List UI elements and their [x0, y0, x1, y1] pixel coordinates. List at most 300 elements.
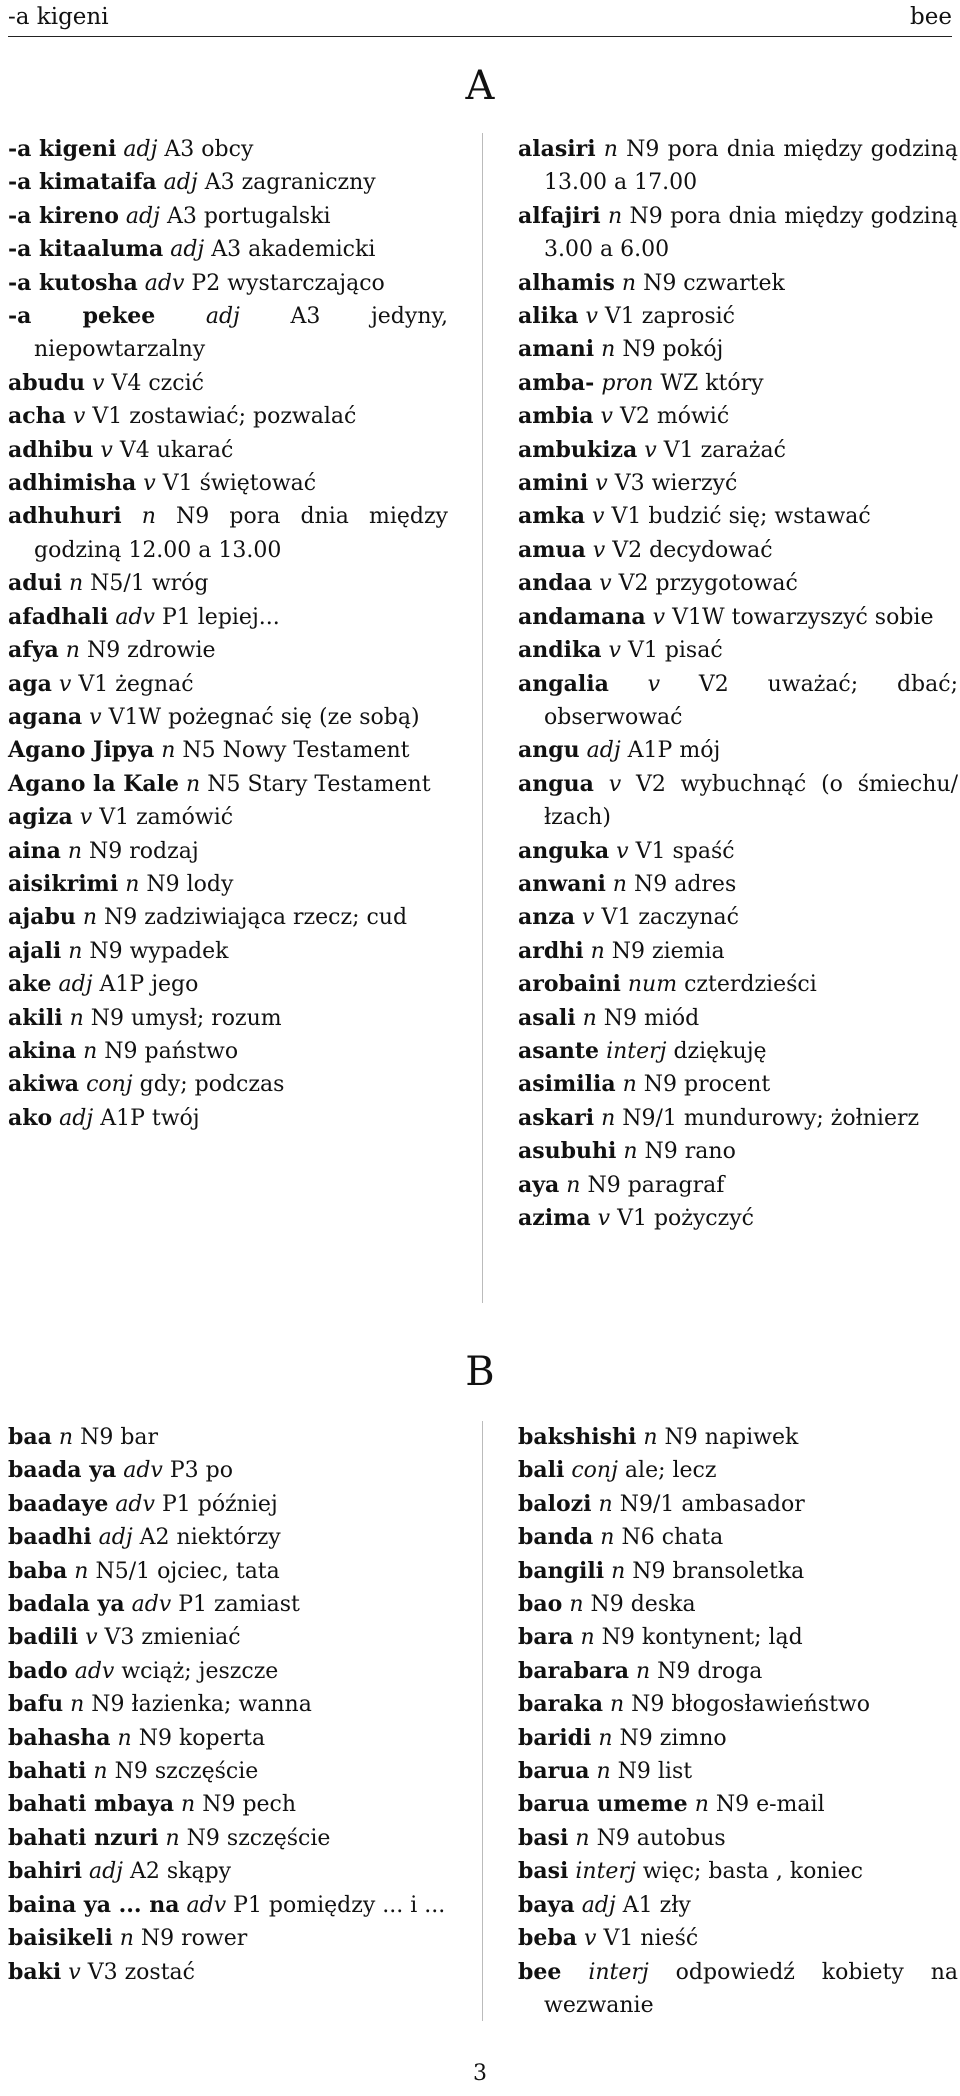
entry-definition: A1 zły — [622, 1892, 691, 1918]
entry-definition: N5/1 wróg — [90, 571, 209, 597]
entry-part-of-speech: n — [582, 1005, 597, 1031]
dictionary-entry — [8, 634, 448, 667]
dictionary-entry — [8, 233, 448, 266]
entry-definition: N9 umysł; rozum — [90, 1005, 282, 1031]
dictionary-entry — [8, 166, 448, 199]
entry-headword: ambia — [518, 403, 594, 430]
header-last-entry: bee — [910, 4, 952, 30]
entry-headword: bali — [518, 1457, 565, 1484]
dictionary-entry — [518, 768, 958, 835]
entry-part-of-speech: adj — [88, 1859, 123, 1885]
entry-headword: baadhi — [8, 1524, 92, 1551]
entry-part-of-speech: adv — [115, 1491, 155, 1517]
dictionary-entry — [8, 1454, 448, 1487]
dictionary-entry — [8, 1956, 448, 1989]
entry-definition: czterdzieści — [684, 972, 817, 998]
dictionary-entry — [8, 1655, 448, 1688]
dictionary-entry — [8, 1102, 448, 1135]
dictionary-entry — [518, 1755, 958, 1788]
entry-part-of-speech: n — [117, 1725, 132, 1751]
entry-headword: anwani — [518, 870, 606, 897]
dictionary-entry — [8, 935, 448, 968]
entry-part-of-speech: interj — [575, 1859, 636, 1885]
entry-definition: A1P jego — [99, 972, 199, 998]
entry-definition: ale; lecz — [624, 1458, 717, 1484]
entry-part-of-speech: adj — [581, 1892, 616, 1918]
entry-headword: akili — [8, 1004, 63, 1031]
entry-part-of-speech: n — [165, 1825, 180, 1851]
entry-part-of-speech: v — [100, 437, 113, 463]
entry-headword: asali — [518, 1004, 576, 1031]
column-divider — [482, 1421, 483, 2021]
entry-headword: baraka — [518, 1691, 603, 1718]
entry-headword: anza — [518, 904, 575, 931]
entry-headword: angua — [518, 770, 594, 797]
entry-definition: N9 kontynent; ląd — [601, 1625, 803, 1651]
entry-part-of-speech: v — [592, 537, 606, 563]
entry-headword: basi — [518, 1858, 569, 1885]
entry-part-of-speech: n — [611, 1558, 626, 1584]
entry-part-of-speech: v — [599, 571, 612, 597]
entry-part-of-speech: n — [622, 1072, 637, 1098]
entry-part-of-speech: n — [575, 1825, 590, 1851]
entry-headword: bangili — [518, 1557, 605, 1584]
entry-headword: baisikeli — [8, 1925, 113, 1952]
entry-definition: V1W towarzyszyć sobie — [672, 604, 934, 630]
entry-headword: amua — [518, 536, 586, 563]
dictionary-entry — [8, 1555, 448, 1588]
section-a-right-column — [518, 133, 958, 1235]
entry-headword: aga — [8, 670, 52, 697]
entry-part-of-speech: n — [68, 938, 83, 964]
dictionary-entry — [8, 1722, 448, 1755]
entry-definition: P1 zamiast — [178, 1592, 300, 1618]
entry-part-of-speech: n — [623, 1139, 638, 1165]
entry-part-of-speech: v — [584, 1926, 597, 1952]
entry-headword: Agano la Kale — [8, 770, 180, 797]
dictionary-entry — [8, 1788, 448, 1821]
entry-part-of-speech: v — [600, 404, 613, 430]
entry-part-of-speech: interj — [588, 1959, 649, 1985]
entry-headword: -a kireno — [8, 202, 119, 229]
entry-headword: ardhi — [518, 937, 584, 964]
entry-definition: P1 pomiędzy ... i ... — [233, 1892, 446, 1918]
entry-definition: wciąż; jeszcze — [121, 1658, 279, 1684]
entry-definition: A1P twój — [100, 1105, 200, 1131]
entry-part-of-speech: n — [70, 1692, 85, 1718]
entry-part-of-speech: v — [79, 805, 93, 831]
dictionary-entry — [8, 200, 448, 233]
header-first-entry: -a kigeni — [8, 4, 109, 30]
dictionary-entry — [518, 133, 958, 200]
section-letter-b: B — [465, 1349, 495, 1395]
dictionary-entry — [8, 1002, 448, 1035]
dictionary-entry — [518, 1068, 958, 1101]
dictionary-entry — [518, 968, 958, 1001]
entry-part-of-speech: adj — [205, 304, 240, 330]
entry-definition: N9 lody — [146, 871, 234, 897]
dictionary-entry — [518, 1102, 958, 1135]
dictionary-entry — [8, 701, 448, 734]
entry-definition: N9 list — [617, 1759, 693, 1785]
section-letter-a: A — [465, 63, 495, 109]
entry-headword: akina — [8, 1037, 77, 1064]
dictionary-entry — [8, 801, 448, 834]
dictionary-entry — [518, 901, 958, 934]
entry-part-of-speech: adv — [186, 1892, 227, 1918]
entry-headword: angalia — [518, 670, 609, 697]
entry-part-of-speech: n — [590, 938, 605, 964]
entry-headword: -a kigeni — [8, 136, 117, 162]
entry-headword: adhuhuri — [8, 503, 122, 530]
dictionary-entry — [8, 1588, 448, 1621]
page-number: 3 — [473, 2061, 487, 2086]
entry-part-of-speech: n — [93, 1759, 108, 1785]
dictionary-entry — [518, 1488, 958, 1521]
entry-part-of-speech: n — [69, 1005, 84, 1031]
dictionary-entry — [8, 1035, 448, 1068]
entry-part-of-speech: adj — [98, 1525, 133, 1551]
dictionary-entry — [8, 1755, 448, 1788]
dictionary-entry — [8, 901, 448, 934]
dictionary-entry — [8, 868, 448, 901]
entry-part-of-speech: n — [83, 1038, 98, 1064]
entry-definition: P1 lepiej... — [161, 604, 280, 630]
dictionary-entry — [518, 935, 958, 968]
dictionary-entry — [518, 1621, 958, 1654]
entry-part-of-speech: n — [181, 1792, 196, 1818]
entry-part-of-speech: adv — [115, 604, 155, 630]
entry-part-of-speech: n — [74, 1558, 89, 1584]
entry-headword: bahati nzuri — [8, 1824, 159, 1851]
dictionary-entry — [8, 601, 448, 634]
entry-headword: azima — [518, 1205, 591, 1231]
dictionary-entry — [518, 1002, 958, 1035]
dictionary-entry — [8, 1488, 448, 1521]
entry-definition: N9 autobus — [596, 1825, 726, 1851]
entry-headword: asante — [518, 1037, 600, 1064]
section-b-left-column — [8, 1421, 448, 1989]
entry-headword: -a kimataifa — [8, 169, 157, 196]
dictionary-entry — [518, 1722, 958, 1755]
dictionary-entry — [518, 1421, 958, 1454]
entry-part-of-speech: n — [119, 1926, 134, 1952]
entry-part-of-speech: n — [612, 871, 627, 897]
entry-definition: N9 zimno — [619, 1725, 727, 1751]
entry-part-of-speech: v — [143, 471, 156, 497]
entry-definition: N9 rower — [140, 1926, 248, 1952]
dictionary-entry — [8, 1855, 448, 1888]
entry-definition: V3 wierzyć — [614, 471, 738, 497]
dictionary-entry — [518, 1202, 958, 1235]
entry-definition: P2 wystarczająco — [191, 270, 385, 296]
entry-part-of-speech: v — [585, 304, 598, 330]
entry-definition: V2 uważać; dbać; obserwować — [544, 671, 958, 730]
entry-definition: A1P mój — [627, 738, 721, 764]
entry-headword: balozi — [518, 1490, 592, 1517]
entry-headword: abudu — [8, 369, 86, 396]
entry-definition: N9 łazienka; wanna — [91, 1692, 312, 1718]
entry-headword: basi — [518, 1824, 569, 1851]
entry-headword: adhimisha — [8, 470, 137, 497]
entry-headword: bahiri — [8, 1858, 82, 1885]
entry-headword: bafu — [8, 1691, 64, 1718]
section-a-left-column — [8, 133, 448, 1135]
entry-definition: V1 świętować — [162, 471, 317, 497]
entry-definition: A3 portugalski — [166, 203, 331, 229]
entry-definition: V1 zostawiać; pozwalać — [92, 404, 357, 430]
entry-definition: N9 pora dnia między godziną 12.00 a 13.00 — [34, 504, 448, 563]
entry-definition: N9 miód — [603, 1005, 700, 1031]
dictionary-entry — [8, 1688, 448, 1721]
entry-definition: A3 zagraniczny — [204, 170, 376, 196]
entry-headword: akiwa — [8, 1071, 80, 1098]
dictionary-entry — [8, 1521, 448, 1554]
dictionary-entry — [8, 367, 448, 400]
dictionary-entry — [518, 1035, 958, 1068]
entry-headword: amba- — [518, 369, 595, 396]
entry-definition: N9/1 mundurowy; żołnierz — [622, 1105, 920, 1131]
dictionary-entry — [518, 200, 958, 267]
entry-part-of-speech: v — [72, 404, 86, 430]
dictionary-entry — [8, 500, 448, 567]
entry-part-of-speech: n — [596, 1759, 611, 1785]
entry-headword: aina — [8, 837, 61, 864]
dictionary-entry — [518, 601, 958, 634]
dictionary-entry — [518, 434, 958, 467]
dictionary-entry — [8, 1421, 448, 1454]
entry-headword: bahati — [8, 1758, 87, 1785]
entry-headword: adui — [8, 570, 62, 597]
entry-definition: N9 pokój — [622, 337, 724, 363]
dictionary-entry — [518, 1588, 958, 1621]
entry-definition: N9 wypadek — [89, 938, 229, 964]
entry-headword: aya — [518, 1171, 560, 1198]
entry-part-of-speech: adj — [170, 237, 205, 263]
entry-definition: V2 mówić — [619, 404, 730, 430]
entry-part-of-speech: v — [89, 704, 102, 730]
entry-definition: N9/1 ambasador — [619, 1491, 805, 1517]
entry-definition: N9 rano — [644, 1139, 736, 1165]
entry-definition: N9 błogosławieństwo — [631, 1692, 870, 1718]
column-divider — [482, 133, 483, 1303]
entry-part-of-speech: n — [621, 270, 637, 296]
entry-headword: andika — [518, 637, 602, 664]
dictionary-entry — [518, 267, 958, 300]
entry-part-of-speech: v — [592, 504, 605, 530]
entry-part-of-speech: n — [186, 771, 201, 797]
entry-part-of-speech: n — [67, 838, 83, 864]
entry-definition: V1 spaść — [635, 838, 735, 864]
entry-headword: badala ya — [8, 1591, 125, 1618]
entry-headword: askari — [518, 1104, 595, 1131]
entry-definition: N9 e-mail — [715, 1792, 825, 1818]
dictionary-entry — [518, 467, 958, 500]
entry-headword: barua umeme — [518, 1791, 688, 1818]
dictionary-entry — [518, 534, 958, 567]
entry-headword: banda — [518, 1524, 594, 1551]
dictionary-entry — [518, 1956, 958, 2023]
entry-part-of-speech: v — [595, 471, 608, 497]
entry-headword: afya — [8, 637, 59, 664]
entry-part-of-speech: n — [607, 203, 623, 229]
entry-headword: angu — [518, 737, 580, 764]
entry-headword: bao — [518, 1591, 563, 1618]
entry-definition: V1 zaczynać — [601, 905, 739, 931]
entry-headword: ako — [8, 1104, 53, 1131]
dictionary-entry — [8, 1889, 448, 1922]
section-b-right-column — [518, 1421, 958, 2022]
entry-definition: N9 napiwek — [664, 1425, 799, 1450]
entry-part-of-speech: v — [597, 1206, 611, 1231]
dictionary-entry — [8, 267, 448, 300]
dictionary-entry — [8, 968, 448, 1001]
entry-definition: V4 ukarać — [119, 437, 234, 463]
entry-part-of-speech: v — [652, 604, 666, 630]
entry-headword: bee — [518, 1958, 562, 1985]
entry-definition: N9 ziemia — [611, 938, 725, 964]
entry-definition: V1 pisać — [627, 638, 723, 664]
entry-definition: P1 później — [161, 1491, 278, 1517]
entry-definition: A3 akademicki — [211, 237, 376, 263]
entry-part-of-speech: adj — [125, 203, 160, 229]
entry-part-of-speech: v — [608, 771, 622, 797]
entry-part-of-speech: n — [125, 871, 140, 897]
entry-headword: baba — [8, 1557, 68, 1584]
entry-definition: A2 skąpy — [129, 1859, 232, 1885]
entry-headword: alika — [518, 303, 579, 330]
dictionary-entry — [8, 434, 448, 467]
dictionary-entry — [8, 400, 448, 433]
entry-headword: bado — [8, 1657, 68, 1684]
entry-definition: N9 bar — [80, 1425, 159, 1450]
entry-definition: dziękuję — [673, 1038, 767, 1064]
dictionary-entry — [518, 367, 958, 400]
entry-part-of-speech: v — [85, 1625, 98, 1651]
dictionary-entry — [518, 835, 958, 868]
entry-headword: beba — [518, 1925, 578, 1952]
entry-part-of-speech: n — [69, 571, 84, 597]
entry-headword: asubuhi — [518, 1138, 617, 1165]
entry-definition: V1W pożegnać się (ze sobą) — [108, 704, 420, 730]
entry-definition: N5 Nowy Testament — [182, 738, 410, 764]
dictionary-entry — [8, 1922, 448, 1955]
entry-headword: amka — [518, 503, 586, 530]
dictionary-entry — [518, 333, 958, 366]
entry-headword: barua — [518, 1758, 590, 1785]
dictionary-entry — [8, 1068, 448, 1101]
entry-part-of-speech: n — [694, 1792, 709, 1818]
entry-headword: alhamis — [518, 269, 615, 296]
entry-definition: N9 koperta — [138, 1725, 266, 1751]
entry-headword: bahati mbaya — [8, 1791, 175, 1818]
dictionary-entry — [518, 1688, 958, 1721]
entry-part-of-speech: n — [598, 1491, 613, 1517]
entry-headword: alfajiri — [518, 202, 601, 229]
dictionary-entry — [518, 1169, 958, 1202]
entry-definition: V2 przygotować — [618, 571, 798, 597]
dictionary-entry — [8, 668, 448, 701]
entry-definition: N9 zadziwiająca rzecz; cud — [104, 905, 408, 931]
entry-part-of-speech: n — [82, 905, 98, 931]
entry-definition: N6 chata — [621, 1525, 724, 1551]
entry-part-of-speech: adv — [131, 1592, 172, 1618]
entry-part-of-speech: v — [647, 671, 661, 697]
entry-headword: agana — [8, 703, 83, 730]
entry-part-of-speech: interj — [606, 1038, 667, 1064]
entry-definition: V1 budzić się; wstawać — [611, 504, 871, 530]
dictionary-entry — [518, 634, 958, 667]
entry-headword: afadhali — [8, 603, 109, 630]
entry-headword: andaa — [518, 570, 593, 597]
dictionary-entry — [518, 1555, 958, 1588]
entry-part-of-speech: adj — [163, 170, 198, 196]
entry-definition: V1 nieść — [603, 1926, 699, 1952]
entry-part-of-speech: n — [601, 1105, 616, 1131]
entry-headword: bara — [518, 1624, 574, 1651]
entry-definition: P3 po — [169, 1458, 233, 1484]
entry-definition: V1 zamówić — [99, 805, 234, 831]
entry-headword: alasiri — [518, 136, 596, 162]
entry-part-of-speech: n — [569, 1592, 584, 1618]
entry-definition: A3 obcy — [164, 137, 254, 162]
dictionary-entry — [518, 1922, 958, 1955]
entry-part-of-speech: n — [601, 337, 616, 363]
entry-headword: acha — [8, 403, 66, 430]
dictionary-entry — [8, 133, 448, 166]
entry-headword: asimilia — [518, 1071, 616, 1098]
entry-headword: -a kutosha — [8, 269, 138, 296]
entry-part-of-speech: conj — [86, 1072, 133, 1098]
entry-part-of-speech: v — [58, 671, 72, 697]
entry-definition: N5 Stary Testament — [207, 771, 431, 797]
dictionary-entry — [518, 734, 958, 767]
entry-headword: bahasha — [8, 1724, 111, 1751]
dictionary-entry — [8, 835, 448, 868]
running-header — [8, 0, 952, 34]
entry-part-of-speech: adv — [144, 270, 185, 296]
entry-definition: A2 niektórzy — [139, 1525, 281, 1551]
entry-part-of-speech: n — [65, 638, 80, 664]
entry-part-of-speech: n — [603, 137, 618, 162]
entry-headword: baki — [8, 1958, 62, 1985]
entry-definition: V2 wybuchnąć (o śmiechu/łzach) — [544, 771, 958, 831]
entry-definition: V4 czcić — [111, 370, 204, 396]
entry-headword: adhibu — [8, 436, 94, 463]
entry-definition: odpowiedź kobiety na wezwanie — [544, 1959, 959, 2018]
entry-definition: N9 adres — [633, 871, 737, 897]
entry-part-of-speech: n — [598, 1725, 613, 1751]
entry-definition: N9 szczęście — [114, 1759, 259, 1785]
dictionary-entry — [518, 868, 958, 901]
entry-headword: baadaye — [8, 1490, 109, 1517]
dictionary-entry — [518, 567, 958, 600]
entry-headword: ajabu — [8, 904, 76, 931]
dictionary-entry — [518, 668, 958, 735]
dictionary-entry — [8, 467, 448, 500]
entry-definition: N9 rodzaj — [89, 838, 199, 864]
entry-definition: V1 zaprosić — [604, 304, 735, 330]
entry-definition: gdy; podczas — [139, 1072, 285, 1098]
entry-definition: N9 państwo — [104, 1038, 239, 1064]
entry-part-of-speech: adj — [59, 1105, 94, 1131]
entry-headword: andamana — [518, 603, 646, 630]
entry-definition: N9 procent — [643, 1072, 771, 1098]
entry-part-of-speech: n — [161, 738, 176, 764]
dictionary-entry — [518, 500, 958, 533]
dictionary-entry — [518, 300, 958, 333]
entry-headword: barabara — [518, 1657, 629, 1684]
